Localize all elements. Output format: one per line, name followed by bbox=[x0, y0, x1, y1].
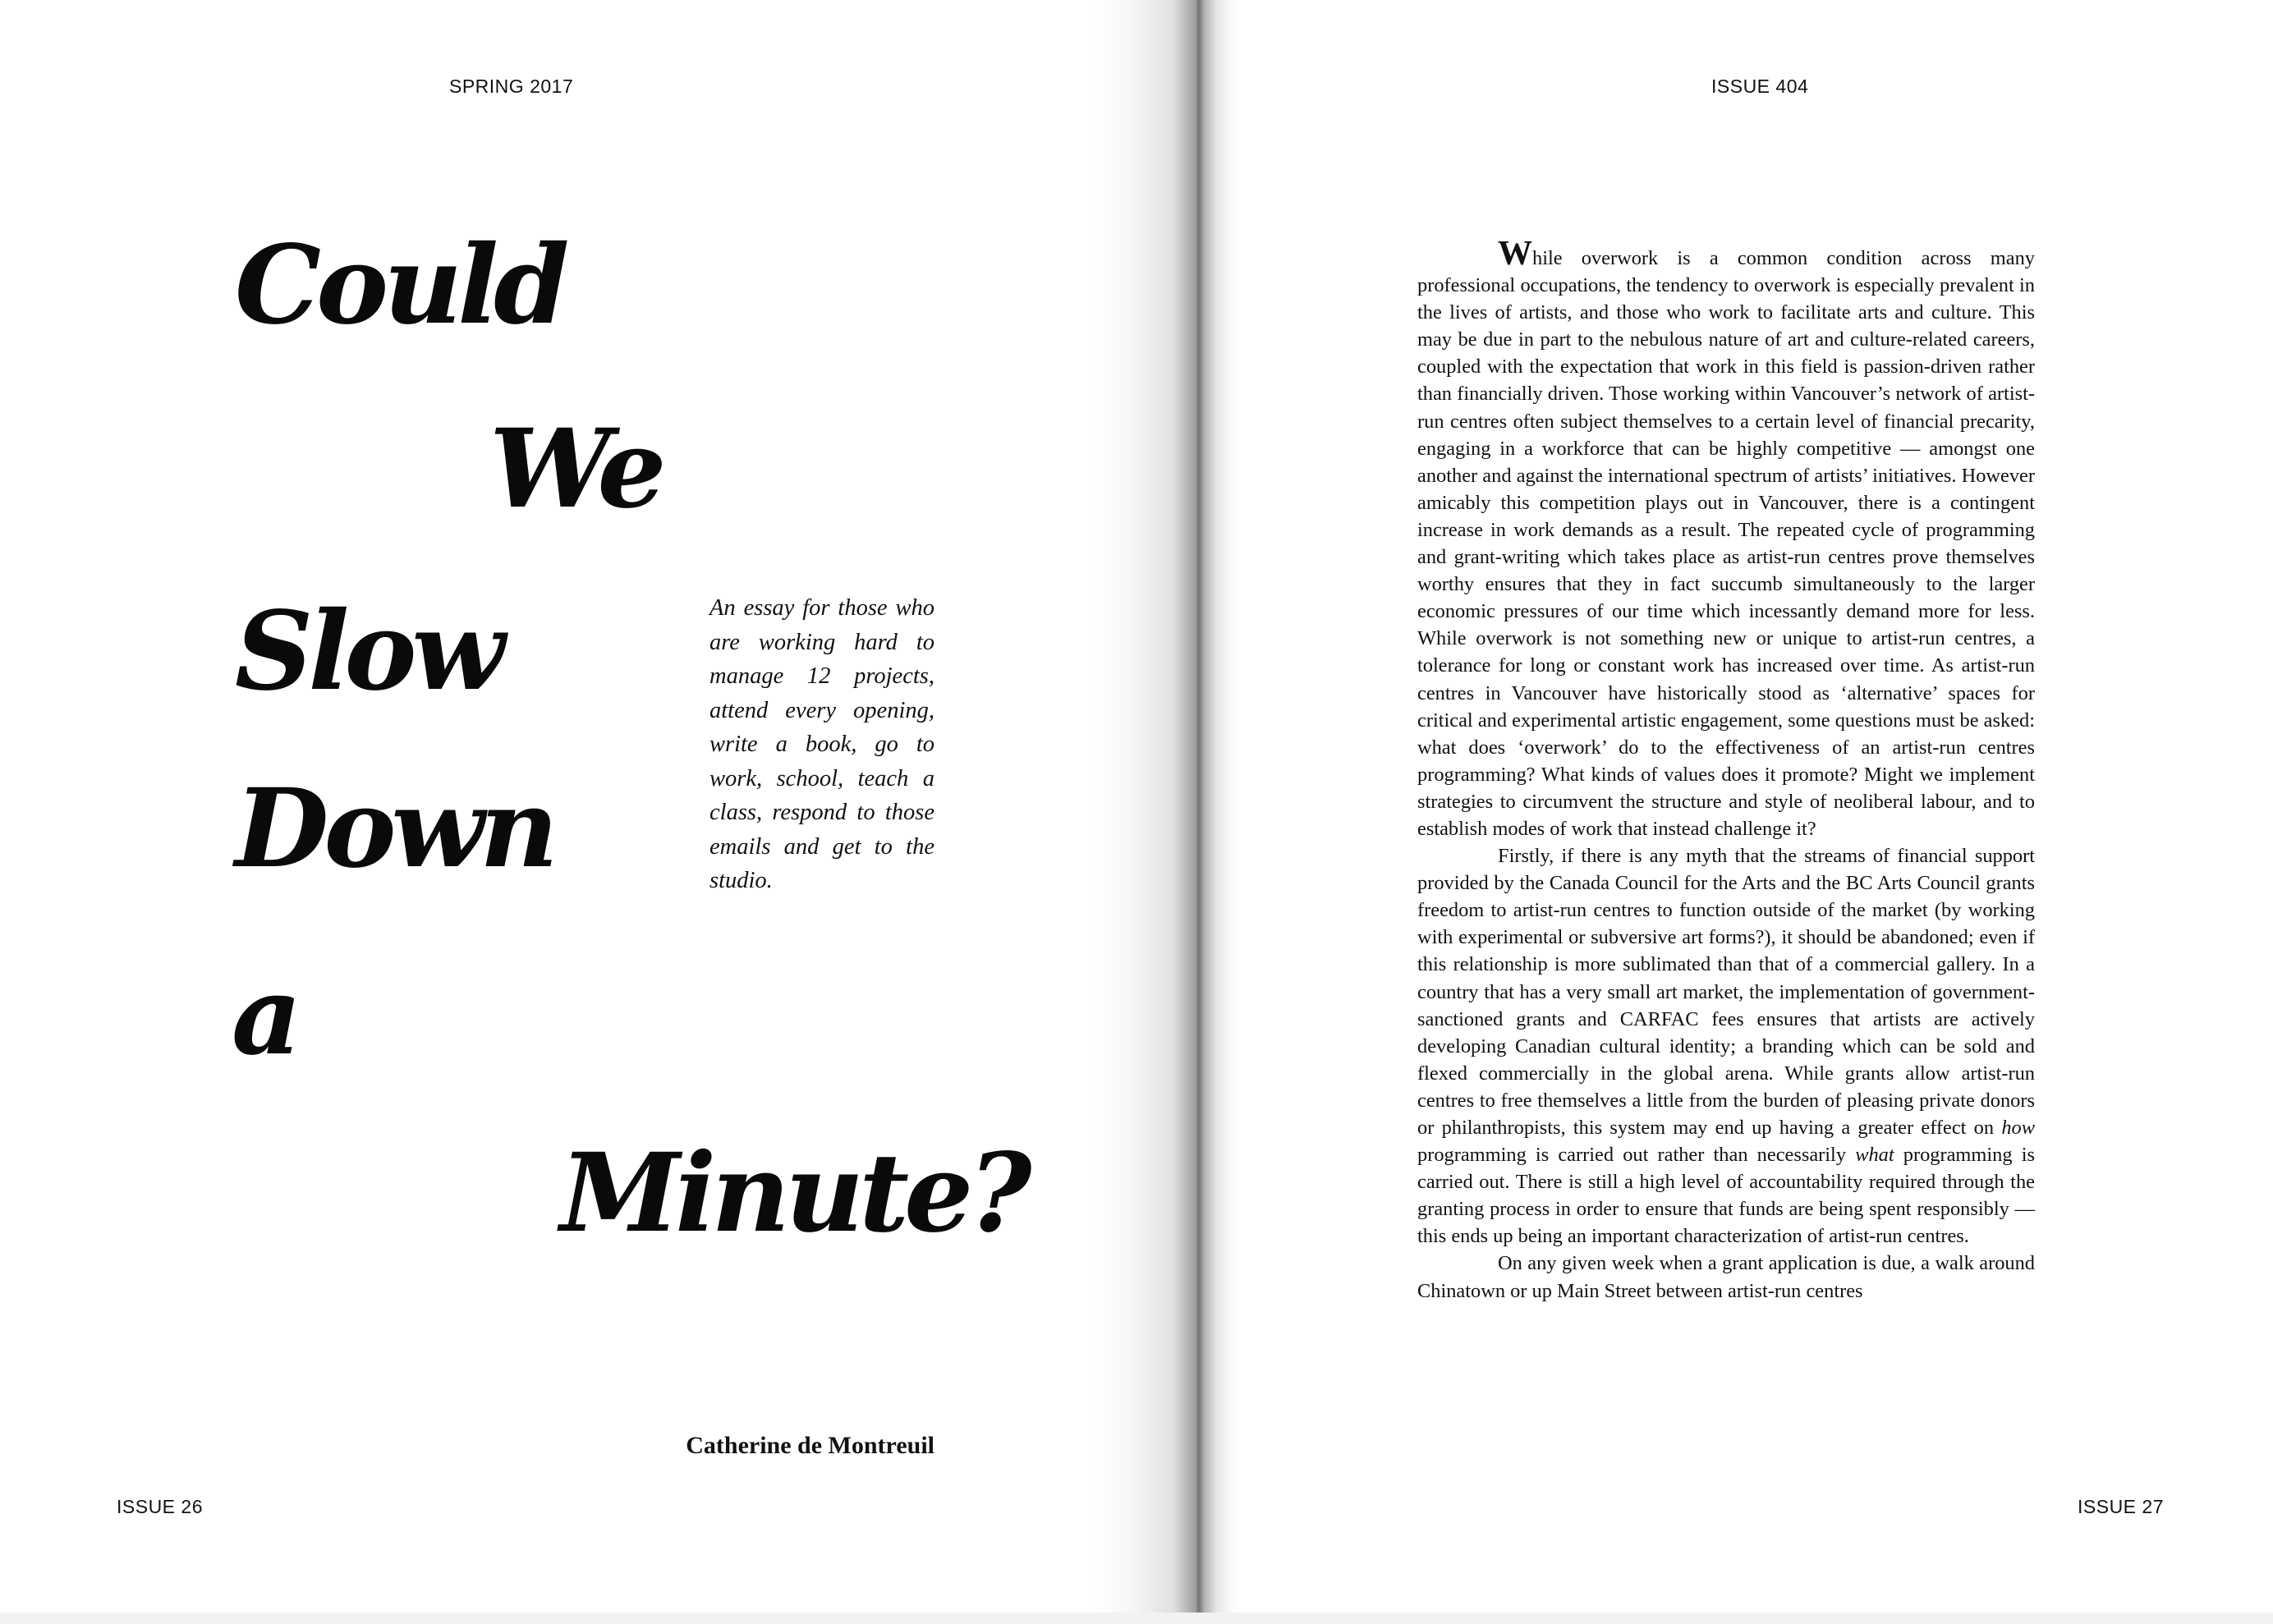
left-folio: ISSUE 26 bbox=[117, 1496, 203, 1517]
essay-paragraph-2: Firstly, if there is any myth that the streams of financial support provided by the Canada Council for the Arts and the BC Arts Council grants freedom to artist-run centres to function outside of the market (by working with experimental or subversive art forms?), it should be abandoned; even if this relationship is more sublimated than that of a commercial gallery. In a country that has a very small art market, the implementation of government-sanctioned grants and CARFAC fees ensures that artists are actively developing Canadian cultural identity; a branding which can be sold and flexed commercially in the global arena. While grants allow artist-run centres to free themselves a little from the burden of pleasing private donors or philanthropists, this system may end up having a greater effect on how programming is carried out rather than necessarily what programming is carried out. There is still a high level of accountability required through the granting process in order to ensure that funds are being spent responsibly — this ends up being an important characterization of artist-run centres. bbox=[1417, 845, 2035, 1248]
title-word-a: a bbox=[232, 952, 297, 1080]
page-bottom-edge bbox=[0, 1613, 2273, 1624]
right-folio: ISSUE 27 bbox=[2078, 1496, 2164, 1517]
essay-paragraph-1: While overwork is a common condition across many professional occupations, the tendency to overwork is especially prevalent in the lives of artists, and those who work to facilitate arts and culture. This may be due in part to the nebulous nature of art and culture-related careers, coupled with the expectation that work in this field is passion-driven rather than financially driven. Those working within Vancouver’s network of artist-run centres often subject themselves to a certain level of financial precarity, engaging in a workforce that can be highly competitive — amongst one another and against the international spectrum of artists’ initiatives. However amicably this competition plays out in Vancouver, there is a contingent increase in work demands as a result. The repeated cycle of programming and grant-writing which takes place as artist-run centres prove themselves worthy ensures that they in fact succumb simultaneously to the larger economic pressures of our time which incessantly demand more for less. While overwork is not something new or unique to artist-run centres, a tolerance for long or constant work has increased over time. As artist-run centres in Vancouver have historically stood as ‘alternative’ spaces for critical and experimental artistic engagement, some questions must be asked: what does ‘overwork’ do to the effectiveness of an artist-run centres programming? What kinds of values does it promote? Might we implement strategies to circumvent the structure and style of neoliberal labour, and to establish modes of work that instead challenge it? bbox=[1417, 235, 2035, 840]
title-word-down: Down bbox=[235, 765, 554, 892]
title-word-we: We bbox=[489, 406, 662, 533]
essay-paragraph-3: On any given week when a grant application is due, a walk around Chinatown or up Main Street between artist-run centres bbox=[1417, 1252, 2035, 1302]
left-running-head: SPRING 2017 bbox=[449, 76, 574, 97]
author-byline: Catherine de Montreuil bbox=[686, 1432, 934, 1459]
title-word-slow: Slow bbox=[235, 588, 501, 715]
standfirst: An essay for those who are working hard to manage 12 projects, attend every opening, write a book, go to work, school, teach a class, respond to those emails and get to the studio. bbox=[709, 595, 934, 893]
spine-shadow bbox=[1092, 0, 1240, 1624]
essay-body bbox=[1417, 236, 2035, 1305]
drop-cap: W bbox=[1498, 235, 1532, 273]
title-word-minute: Minute? bbox=[560, 1130, 1027, 1257]
right-running-head: ISSUE 404 bbox=[1711, 76, 1809, 97]
title-word-could: Could bbox=[235, 222, 565, 349]
